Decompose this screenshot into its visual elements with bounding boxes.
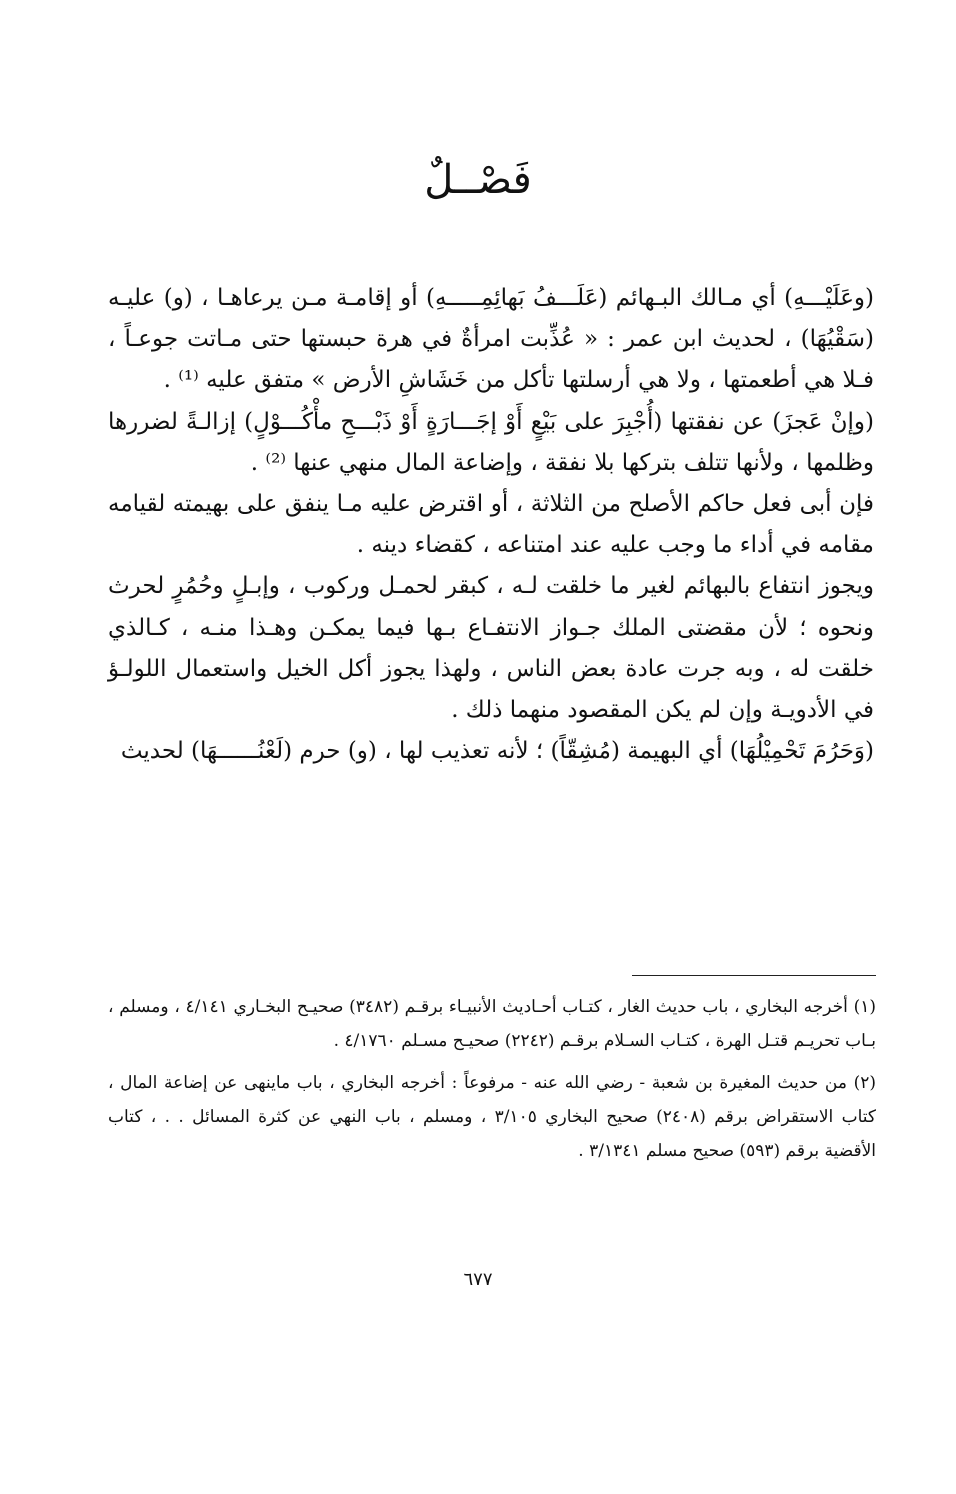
footnote: (٢) من حديث المغيرة بن شعبة - رضي الله عنه - مرفوعاً : أخرجه البخاري ، باب ماينهى عن إضاعة المال ، كتاب الاستقراض برقم (٢٤٠٨) صحيح البخاري ٣/١٠٥ ، ومسلم ، باب النهي عن كثرة المسائل . . ، كتاب الأقضية برقم (٥٩٣) صحيح مسلم ٣/١٣٤١ . [108,1073,876,1161]
footnote-divider [632,975,876,976]
paragraph: (وَحَرُمَ تَحْمِيْلُهَا) أي البهيمة (مُشِقّاً) ؛ لأنه تعذيب لها ، (و) حرم (لَعْنُــــــهَا) لحديث [120,738,874,765]
footnote: (١) أخرجه البخاري ، باب حديث الغار ، كتـاب أحـاديث الأنبيـاء برقـم (٣٤٨٢) صحيـح البخـاري ٤/١٤١ ، ومسلم ، بـاب تحريـم قتـل الهرة ، كتـاب السـلام برقـم (٢٢٤٢) صحيـح مسـلم ٤/١٧٦٠ . [108,997,876,1051]
footnotes [108,990,876,1176]
paragraph: ويجوز انتفاع بالبهائم لغير ما خلقت لـه ، كبقر لحمـل وركوب ، وإبـلٍ وحُمُرٍ لحرث ونحوه ؛ لأن مقضتى الملك جـواز الانتفـاع بـها فيما يمكـن وهـذا منـه ، كـالذي خلقت له ، وبه جرت عادة بعض الناس ، ولهذا يجوز أكل الخيل واستعمال اللولـؤ في الأدويـة وإن لم يكن المقصود منهما ذلك . [108,573,874,724]
paragraph: (وعَلَيْـــهِ) أي مـالك البـهائم (عَلَـــفُ بَهائِمِـــــهِ) أو إقامـة مـن يرعاهـا ، (و) عليـه (سَقْيُهَا) ، لحديث ابن عمر : « عُذِّبت امرأةٌ في هرة حبستها حتى مـاتت جوعـاً ، فـلا هي أطعمتها ، ولا هي أرسلتها تأكل من خَشَاشِ الأرض » متفق عليه ⁽¹⁾ . [108,285,874,394]
paragraph: فإن أبى فعل حاكم الأصلح من الثلاثة ، أو اقترض عليه مـا ينفق على بهيمته لقيامه مقامه في أداء ما وجب عليه عند امتناعه ، كقضاء دينه . [108,491,874,559]
section-heading: فَصْــلٌ [424,157,532,203]
main-text [108,278,874,772]
paragraph: (وإنْ عَجزَ) عن نفقتها (أُجْبِرَ على بَيْعٍ أَوْ إجَـــارَةٍ أَوْ ذَبْـــحِ مأْكُـــوْلٍ) إزالـةً لضررها وظلمها ، ولأنها تتلف بتركها بلا نفقة ، وإضاعة المال منهي عنها ⁽²⁾ . [108,408,874,476]
page-number: ٦٧٧ [463,1269,493,1290]
